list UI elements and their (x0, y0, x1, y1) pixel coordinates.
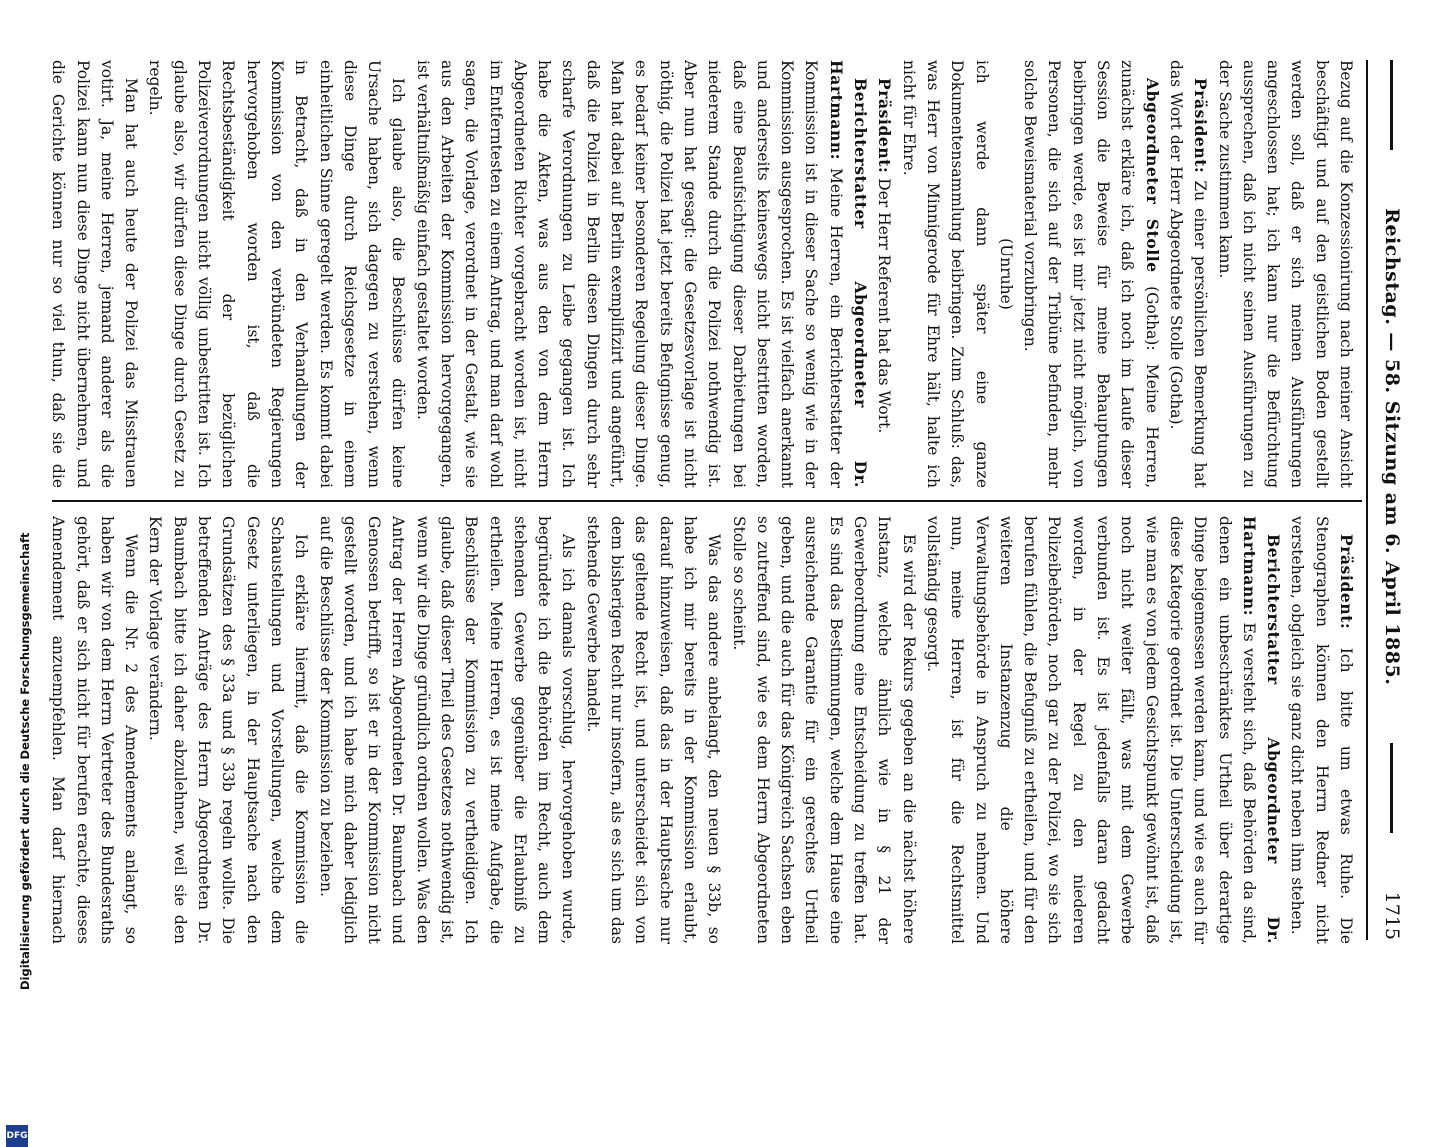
paragraph (410, 60, 872, 488)
speaker-name: Präsident: (1337, 534, 1356, 630)
paragraph-text: (Gotha): Meine Herren, zunächst erkläre ich, daß ich noch im Laufe dieser Session die Beweise für meine Behauptungen beibringen werde, es ist mir jetzt nicht möglich, von Personen, die sich auf der Tribüne befinden, mehr solche Beweismaterial vorzubringen. (1021, 60, 1161, 488)
speaker-name: Präsident: (1191, 78, 1211, 174)
paragraph (48, 516, 143, 944)
paragraph (143, 60, 410, 488)
paragraph (872, 60, 896, 488)
text-column-right (48, 516, 1358, 944)
paragraph (726, 516, 920, 944)
paragraph-text: Meine Herren, ein Berichterstatter der Kommission ist in dieser Sache so wenig wie in der Kommission ausgesprochen. Es ist vielfach anerkannt und anderseits keineswegs nicht bestritten worden, daß eine Beaufsichtigung dieser Darbietungen bei niederem Stande durch die Polizei nothwendig ist. Aber nun hat gesagt: die Gesetzesvorlage ist nicht nöthig, die Polizei hat jetzt bereits Befugnisse genug, es bedarf keiner besonderen Regelung dieser Dinge. Man hat dabei auf Berlin exemplifizirt und angeführt, daß die Polizei in Berlin diesen Dingen durch sehr scharfe Verordnungen zu Leibe gegangen ist. Ich habe die Akten, was aus den von dem Herrn Abgeordneten Richter vorgebracht worden ist, nicht im Entferntesten zu einem Antrag, und man darf wohl sagen, die Vorlage, verordnet in der Gestalt, wie sie aus den Arbeiten der Kommission hervorgegangen, ist verhältnißmäßig einfach gestaltet worden. (413, 60, 845, 488)
paragraph (1164, 60, 1213, 488)
paragraph (921, 516, 1285, 944)
paragraph-text: Bezug auf die Konzessionirung nach meiner Ansicht beschäftigt und auf den geistlichen Boden gestellt werden soll, daß er sich meinen Ausführungen angeschlossen hat; ich kann nur die Befürchtung aussprechen, daß ich nicht seinen Ausführungen zu der Sache zustimmen kann. (1215, 60, 1355, 488)
paragraph (1285, 516, 1358, 944)
column-divider (52, 500, 1362, 502)
paragraph-text: Ich glaube also, die Beschlüsse dürfen keine Ursache haben, sich dagegen zu verstehen, wenn diese Dinge durch Reichsgesetze in einem einheitlichen Sinne geregelt werden. Es kommt dabei in Betracht, daß in den Verhandlungen der Kommission von den verbündeten Regierungen hervorgehoben worden ist, daß die Rechtsbeständigkeit der bezüglichen Polizeiverordnungen nicht völlig unbestritten ist. Ich glaube also, wir dürfen diese Dinge durch Gesetz zu regeln. (146, 60, 408, 488)
paragraph-text: Als ich damals vorschlug, hervorgehoben wurde, begründete ich die Behörden im Recht, auch dem stehenden Gewerbe gegenüber die Erlaubniß zu ertheilen. Meine Herren, es ist meine Aufgabe, die Beschlüsse der Kommission zu vertheidigen. Ich glaube, daß dieser Theil des Gesetzes nothwendig ist, wenn wir die Dinge gründlich ordnen wollen. Was den Antrag der Herren Abgeordneten Dr. Baumbach und Genossen betrifft, so ist er in der Kommission nicht gestellt worden, und ich habe mich daher lediglich auf die Beschlüsse der Kommission zu beziehen. (316, 516, 578, 944)
dfg-credit (2, 160, 32, 1141)
paragraph (48, 60, 143, 488)
speaker-name: Präsident: (875, 78, 895, 174)
paragraph-text: Es versteht sich, daß Behörden da sind, denen ein unbeschränktes Urtheil über derartige Dinge beigemessen werden kann, und wie es auch für diese Kategorie geordnet ist. Die Unterscheidung ist, wie man es von jedem Gesichtspunkt gewöhnt ist, daß noch nicht weiter fällt, was mit dem Gewerbe verbunden ist. Es ist jedenfalls daran gedacht worden, in der Regel zu den niederen Polizeibehörden, noch gar zu der Polizei, wo sie sich berufen fühlen, die Befugniß zu ertheilen, und für den weiteren Instanzenzug die höhere Verwaltungsbehörde in Anspruch zu nehmen. Und nun, meine Herren, ist für die Rechtsmittel vollständig gesorgt. (923, 516, 1258, 944)
paragraph-text: Ich bitte um etwas Ruhe. Die Stenographen können den Herrn Redner nicht verstehen, obgleich sie ganz dicht neben ihm stehen. (1288, 516, 1355, 944)
dfg-logo: DFG (6, 1125, 28, 1147)
header-divider (1366, 60, 1368, 940)
paragraph (581, 516, 727, 944)
paragraph (994, 60, 1018, 488)
header-rule-right (1391, 743, 1394, 833)
paragraph-text: Man hat auch heute der Polizei das Misstrauen votirt. Ja, meine Herren, jemand anderer als die Polizei kann nun diese Dinge nicht übernehmen, und die Gerichte können nur so viel thun, daß sie die (49, 60, 141, 488)
paragraph-text: (Unruhe) (996, 238, 1015, 310)
header-rule-left (1391, 60, 1394, 150)
digitization-credit: Digitalisierung gefördert durch die Deutsche Forschungsgemeinschaft (18, 532, 32, 990)
paragraph (896, 60, 993, 488)
speaker-name: Berichterstatter Abgeordneter Dr. Hartmann: (826, 60, 871, 488)
speaker-name: Abgeordneter Stolle (1142, 78, 1162, 273)
paragraph-text: Zu einer persönlichen Bemerkung hat das Wort der Herr Abgeordnete Stolle (Gotha). (1166, 60, 1210, 488)
paragraph (1212, 60, 1358, 488)
paragraph-text: Ich erkläre hiermit, daß die Kommission die Schaustellungen und Vorstellungen, welche dem Gesetz unterliegen, in der Hauptsache nach den Grundsätzen des § 33a und § 33b regeln wollte. Die betreffenden Anträge des Herrn Abgeordneten Dr. Baumbach bitte ich daher abzulehnen, weil sie den Kern der Vorlage verändern. (146, 516, 311, 944)
paragraph-text: Der Herr Referent hat das Wort. (875, 173, 894, 434)
page-title: Reichstag. — 58. Sitzung am 6. April 1885. (1381, 208, 1403, 686)
text-column-left (48, 60, 1358, 488)
paragraph-text: ich werde dann später eine ganze Dokumentensammlung beibringen. Zum Schluß: das, was Herr von Minnigerode für Ehre hält, halte ich nicht für Ehre. (899, 60, 991, 488)
paragraph-text: Es wird der Rekurs gegeben an die nächst höhere Instanz, welche ähnlich wie in § 21 der Gewerbeordnung eine Entscheidung zu treffen hat. Es sind das Bestimmungen, welche dem Hause eine ausreichende Garantie für ein gerechtes Urtheil geben, und die auch für das Königreich Sachsen eben so zutreffend sind, wie es dem Herrn Abgeordneten Stolle so scheint. (729, 516, 918, 944)
paragraph-text: Was das andere anbelangt, den neuen § 33b, so habe ich mir bereits in der Kommission erlaubt, darauf hinzuweisen, daß das in der Hauptsache nur das geltende Recht ist, und unterscheidet sich von dem bisherigen Recht nur insofern, als es sich um das stehende Gewerbe handelt. (583, 516, 724, 944)
document-page (34, 20, 1418, 980)
paragraph (143, 516, 313, 944)
speaker-name: Berichterstatter Abgeordneter Dr. Hartmann: (1239, 516, 1284, 944)
paragraph (313, 516, 580, 944)
paragraph (1018, 60, 1164, 488)
page-header (1372, 60, 1412, 940)
paragraph-text: Wenn die Nr. 2 des Amendements anlangt, so haben wir von dem Herrn Vertreter des Bundesraths gehört, daß er sich nicht für berufen erachte, dieses Amendement anzuempfehlen. Man darf hiernach (49, 516, 141, 944)
page-number: 1715 (1381, 891, 1403, 940)
